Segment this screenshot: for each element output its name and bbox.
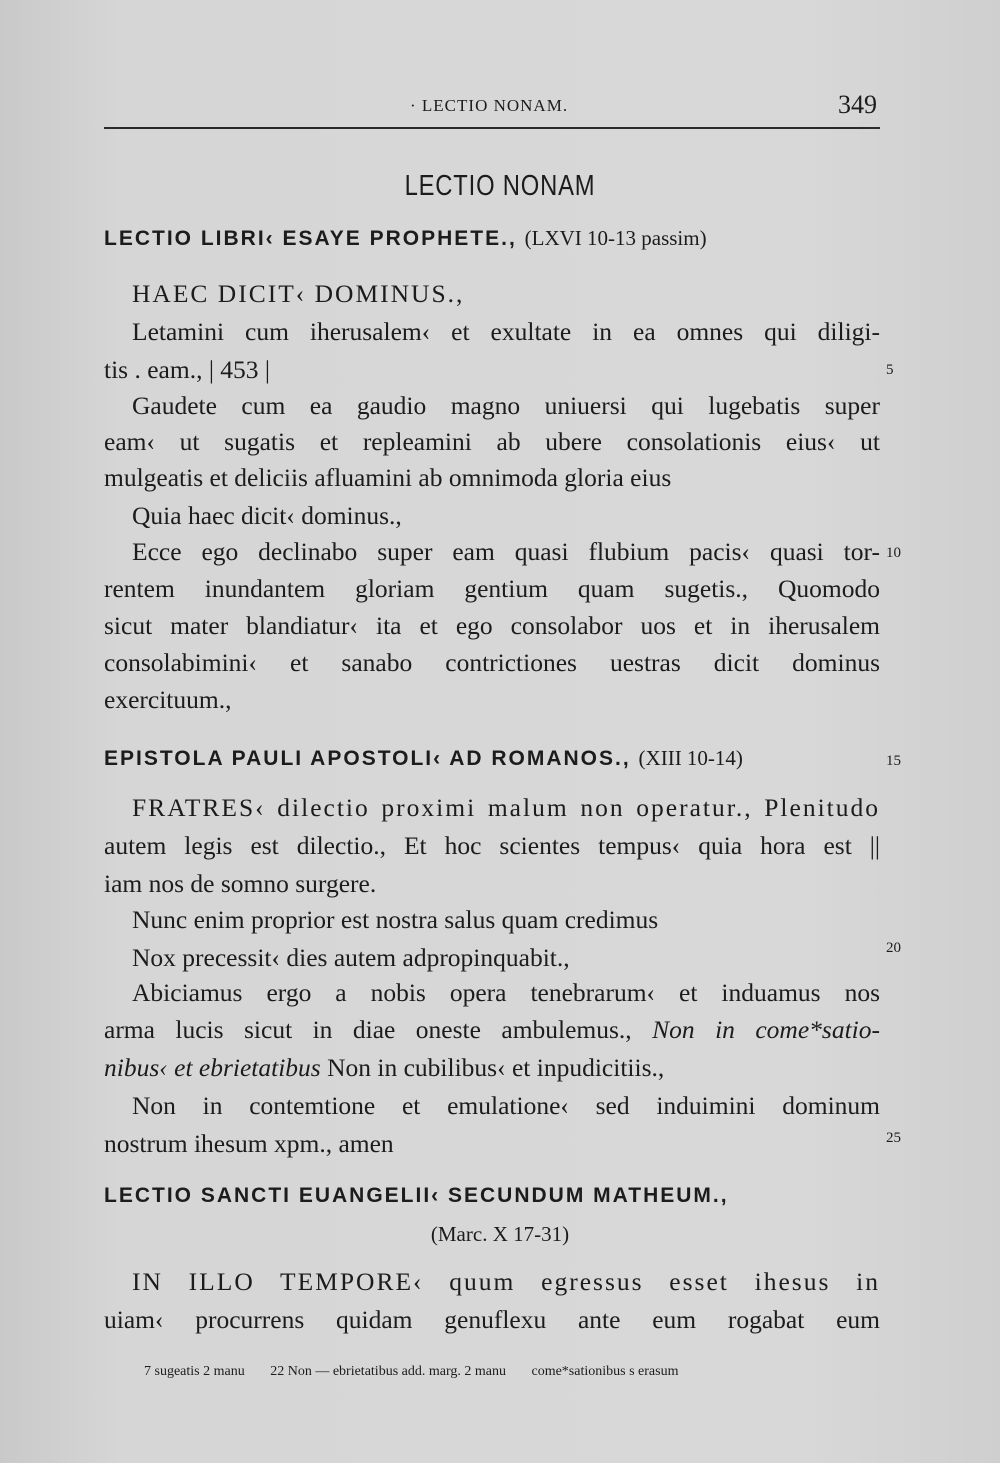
running-header <box>0 90 1000 120</box>
heading-text: LECTIO LIBRI‹ ESAYE PROPHETE., <box>104 227 517 250</box>
text-line: Non in contemtione et emulatione‹ sed induimini dominum <box>132 1091 880 1120</box>
text-line: rentem inundantem gloriam gentium quam sugetis., Quomodo <box>104 574 880 603</box>
text-line: Quia haec dicit‹ dominus., <box>132 501 402 530</box>
text-line: autem legis est dilectio., Et hoc scientes tempus‹ quia hora est || <box>104 831 880 860</box>
text-line: Ecce ego declinabo super eam quasi flubium pacis‹ quasi tor- <box>132 537 880 566</box>
text-line: mulgeatis et deliciis afluamini ab omnimoda gloria eius <box>104 463 672 492</box>
line-number: 5 <box>886 362 894 378</box>
footnote: come*sationibus s erasum <box>531 1364 679 1379</box>
heading-text: LECTIO SANCTI EUANGELII‹ SECUNDUM MATHEUM., <box>104 1184 729 1207</box>
heading-reference: (Marc. X 17-31) <box>430 1222 570 1246</box>
text-line: HAEC DICIT‹ DOMINUS., <box>132 279 465 308</box>
line-number: 10 <box>886 545 901 561</box>
running-title: · LECTIO NONAM. <box>410 96 569 115</box>
text-line: sicut mater blandiatur‹ ita et ego consolabor uos et in iherusalem <box>104 611 880 640</box>
text-line: tis . eam., | 453 | <box>104 355 271 384</box>
italic-addition: Non in come*satio- <box>652 1015 880 1044</box>
page-title: LECTIO NONAM <box>404 170 596 202</box>
heading-reference: (XIII 10-14) <box>638 746 743 770</box>
section-heading-matheum <box>104 1184 880 1208</box>
line-number: 25 <box>886 1130 901 1146</box>
text-line: uiam‹ procurrens quidam genuflexu ante eum rogabat eum <box>104 1305 880 1334</box>
line-number: 15 <box>886 753 901 769</box>
text-line: Letamini cum iherusalem‹ et exultate in ea omnes qui diligi- <box>132 317 880 346</box>
page-number: 349 <box>838 90 877 119</box>
line-number: 20 <box>886 940 901 956</box>
text-line: iam nos de somno surgere. <box>104 869 377 898</box>
text-line: eam‹ ut sugatis et repleamini ab ubere consolationis eius‹ ut <box>104 427 880 456</box>
footnote: 7 sugeatis 2 manu <box>144 1364 245 1379</box>
header-rule <box>104 127 880 129</box>
text-line: Abiciamus ergo a nobis opera tenebrarum‹ et induamus nos <box>132 978 880 1007</box>
heading-text: EPISTOLA PAULI APOSTOLI‹ AD ROMANOS., <box>104 747 631 770</box>
italic-addition: nibus‹ et ebrietatibus <box>104 1053 321 1082</box>
text-line: Nox precessit‹ dies autem adpropinquabit., <box>132 943 570 972</box>
text-line: nibus‹ et ebrietatibus Non in cubilibus‹ et inpudicitiis., <box>104 1053 665 1082</box>
text-line: arma lucis sicut in diae oneste ambulemus., Non in come*satio- <box>104 1015 880 1044</box>
text-line: exercituum., <box>104 685 232 714</box>
text-line: Nunc enim proprior est nostra salus quam credimus <box>132 905 659 934</box>
text-line: IN ILLO TEMPORE‹ quum egressus esset ihesus in <box>132 1267 880 1296</box>
text-line: nostrum ihesum xpm., amen <box>104 1129 394 1158</box>
text-line: Gaudete cum ea gaudio magno uniuersi qui lugebatis super <box>132 391 880 420</box>
footnotes <box>144 1364 864 1380</box>
heading-reference: (LXVI 10-13 passim) <box>524 226 707 250</box>
section-heading-romanos <box>104 746 880 771</box>
section-heading-esaye <box>104 226 880 251</box>
footnote: 22 Non — ebrietatibus add. marg. 2 manu <box>270 1364 506 1379</box>
text-line: FRATRES‹ dilectio proximi malum non operatur., Plenitudo <box>132 793 880 822</box>
text-line: consolabimini‹ et sanabo contrictiones uestras dicit dominus <box>104 648 880 677</box>
